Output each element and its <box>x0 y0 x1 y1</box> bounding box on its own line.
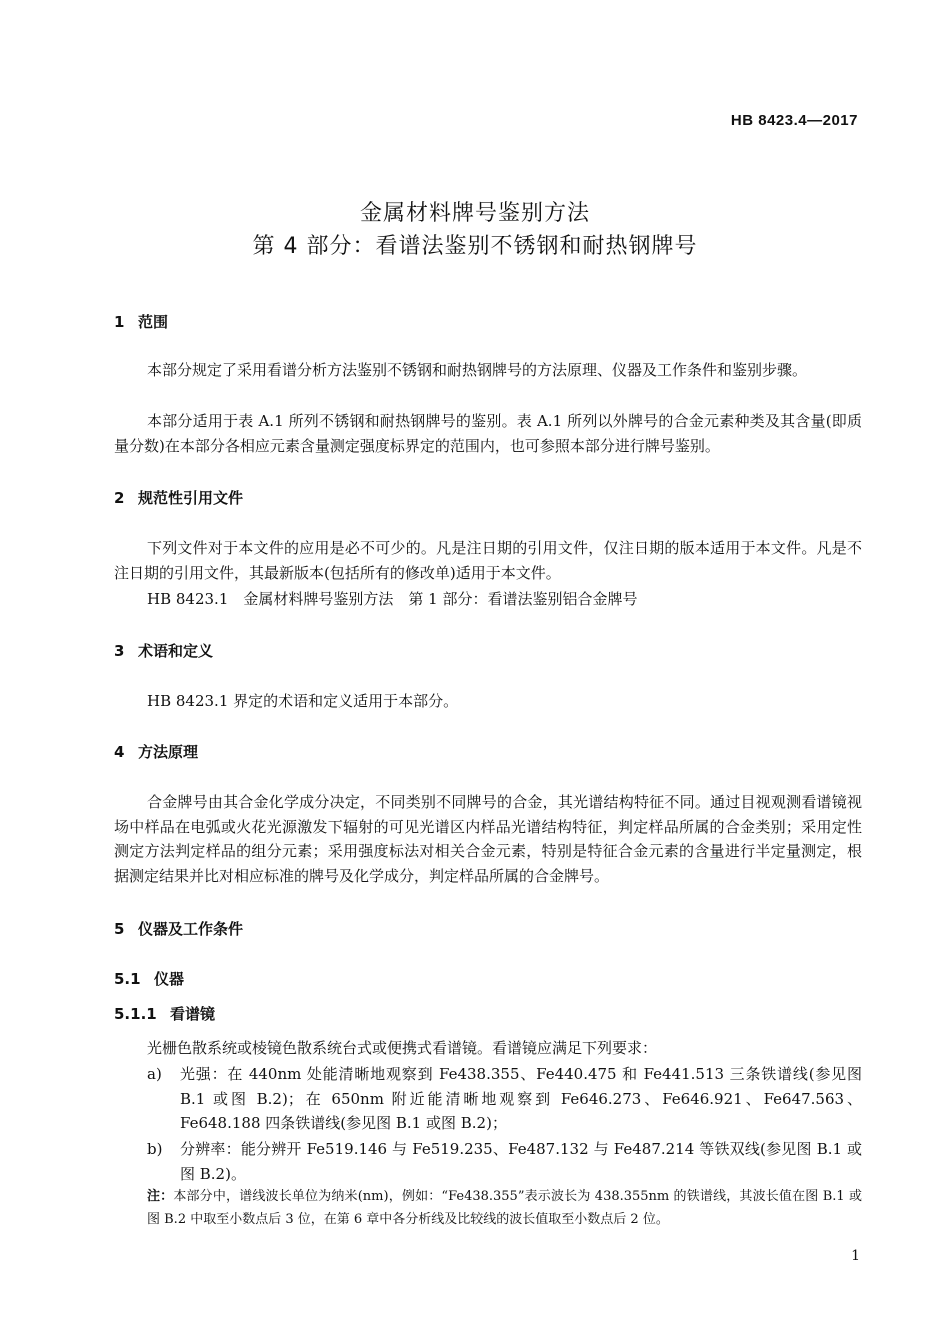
section-3-paragraph-1: HB 8423.1 界定的术语和定义适用于本部分。 <box>147 692 459 710</box>
section-number: 3 <box>114 642 125 660</box>
section-2-paragraph-1: 下列文件对于本文件的应用是必不可少的。凡是注日期的引用文件，仅注日期的版本适用于本文件。凡是不注日期的引用文件，其最新版本(包括所有的修改单)适用于本文件。 <box>114 539 862 582</box>
section-number: 2 <box>114 489 125 507</box>
section-4-heading <box>114 741 198 762</box>
section-5-heading <box>114 918 243 939</box>
section-4-paragraph-1: 合金牌号由其合金化学成分决定，不同类别不同牌号的合金，其光谱结构特征不同。通过目视观测看谱镜视场中样品在电弧或火花光源激发下辐射的可见光谱区内样品光谱结构特征，判定样品所属的合金类别；采用定性测定方法判定样品的组分元素；采用强度标法对相关合金元素，特别是特征合金元素的含量进行半定量测定，根据测定结果并比对相应标准的牌号及化学成分，判定样品所属的合金牌号。 <box>114 793 862 885</box>
standard-code: HB 8423.4—2017 <box>730 112 858 129</box>
section-title: 仪器 <box>154 970 185 988</box>
list-marker: b) <box>147 1140 163 1158</box>
list-item <box>147 1062 862 1136</box>
section-number: 5.1 <box>114 970 141 988</box>
section-1-heading <box>114 311 168 332</box>
note <box>147 1186 862 1231</box>
section-title: 方法原理 <box>138 743 199 761</box>
section-title: 术语和定义 <box>138 642 214 660</box>
section-number: 4 <box>114 743 125 761</box>
section-number: 1 <box>114 313 125 331</box>
section-5-1-heading <box>114 968 184 989</box>
list-marker: a) <box>147 1065 162 1083</box>
section-title: 仪器及工作条件 <box>138 920 244 938</box>
section-number: 5.1.1 <box>114 1005 157 1023</box>
section-number: 5 <box>114 920 125 938</box>
document-subtitle: 第 4 部分：看谱法鉴别不锈钢和耐热钢牌号 <box>252 234 698 259</box>
section-title: 看谱镜 <box>170 1005 216 1023</box>
note-text: 本部分中，谱线波长单位为纳米(nm)，例如：“Fe438.355”表示波长为 438.355nm 的铁谱线，其波长值在图 B.1 或图 B.2 中取至小数点后 3 位，在第 6 章中各分析线及比较线的波长值取至小数点后 2 位。 <box>147 1189 862 1227</box>
list-item <box>147 1137 862 1186</box>
page-number: 1 <box>851 1248 860 1264</box>
section-2-heading <box>114 487 243 508</box>
section-3-heading <box>114 640 213 661</box>
section-1-paragraph-1: 本部分规定了采用看谱分析方法鉴别不锈钢和耐热钢牌号的方法原理、仪器及工作条件和鉴别步骤。 <box>147 361 808 379</box>
normative-reference: HB 8423.1 金属材料牌号鉴别方法 第 1 部分：看谱法鉴别铝合金牌号 <box>147 590 638 608</box>
spectroscope-intro: 光栅色散系统或棱镜色散系统台式或便携式看谱镜。看谱镜应满足下列要求： <box>147 1039 658 1057</box>
section-title: 规范性引用文件 <box>138 489 244 507</box>
list-item-text: 分辨率：能分辨开 Fe519.146 与 Fe519.235、Fe487.132 与 Fe487.214 等铁双线(参见图 B.1 或图 B.2)。 <box>180 1140 862 1183</box>
document-title: 金属材料牌号鉴别方法 <box>359 201 590 226</box>
note-marker: 注： <box>147 1189 174 1204</box>
list-item-text: 光强：在 440nm 处能清晰地观察到 Fe438.355、Fe440.475 和 Fe441.513 三条铁谱线(参见图 B.1 或图 B.2)；在 650nm 附近能清晰地观察到 Fe646.273、Fe646.921、Fe647.563、Fe648.188 四条铁谱线(参见图 B.1 或图 B.2)； <box>180 1065 862 1132</box>
section-5-1-1-heading <box>114 1003 215 1024</box>
section-title: 范围 <box>138 313 169 331</box>
section-1-paragraph-2: 本部分适用于表 A.1 所列不锈钢和耐热钢牌号的鉴别。表 A.1 所列以外牌号的合金元素种类及其含量(即质量分数)在本部分各相应元素含量测定强度标界定的范围内，也可参照本部分进行牌号鉴别。 <box>114 412 862 455</box>
